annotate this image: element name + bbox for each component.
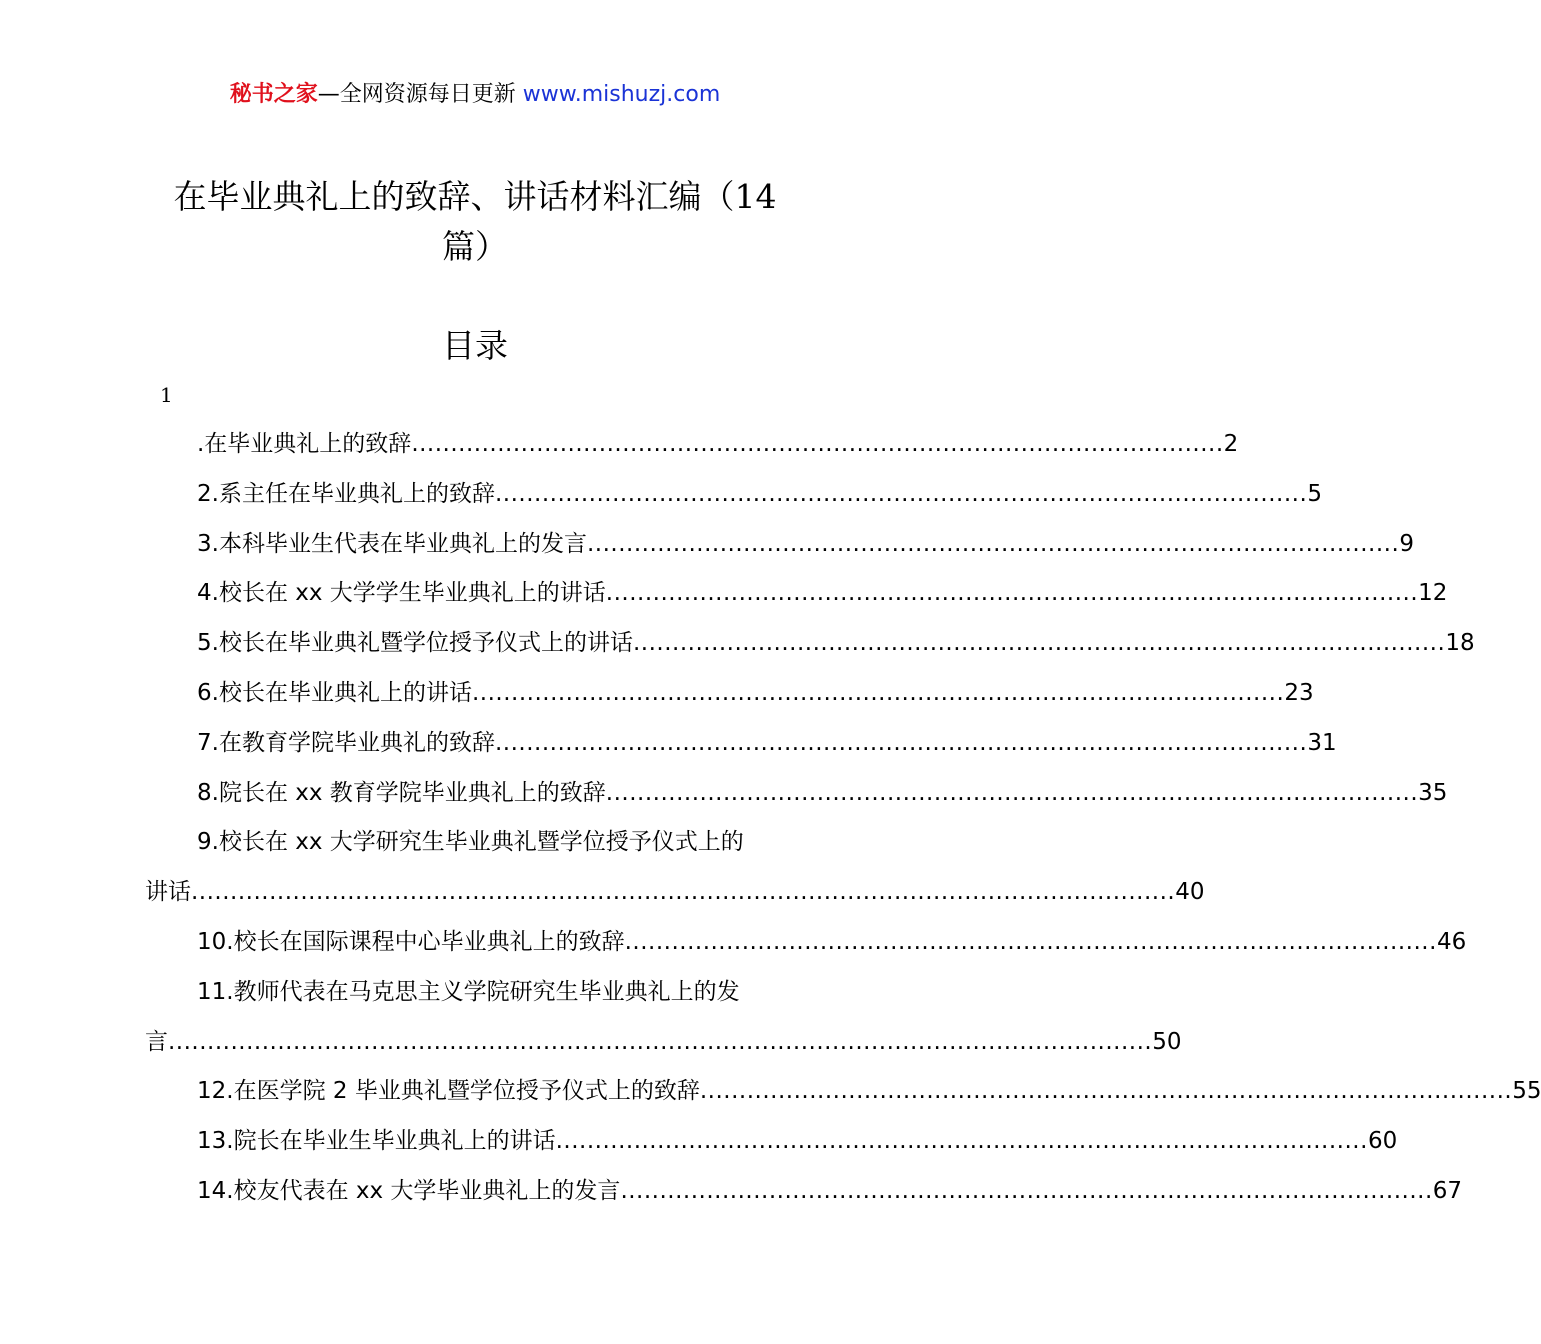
toc-entry-11-line2[interactable] [145, 1018, 1182, 1068]
toc-entry-label-cont: 讲话 [145, 879, 191, 906]
toc-entry-label: 8.院长在 xx 教育学院毕业典礼上的致辞 [197, 779, 606, 806]
toc-entry-13[interactable] [145, 1117, 1398, 1167]
brand-name: 秘书之家 [229, 82, 318, 107]
toc-entry-page: 60 [1367, 1128, 1398, 1155]
toc-entry-label: 3.本科毕业生代表在毕业典礼上的发言 [197, 530, 587, 557]
toc-entry-5[interactable] [145, 619, 1475, 669]
toc-entry-label: 11.教师代表在马克思主义学院研究生毕业典礼上的发 [197, 978, 740, 1005]
dot-leader: ........................................................................................................ [699, 1078, 1513, 1105]
toc-entry-7[interactable] [145, 719, 1337, 769]
toc-entry-8[interactable] [145, 769, 1448, 819]
toc-entry-page: 12 [1418, 580, 1448, 607]
title-line2: 篇） [442, 227, 508, 266]
toc-entry-1[interactable] [145, 420, 1239, 470]
table-of-contents [145, 420, 1541, 1217]
title-line1: 在毕业典礼上的致辞、讲话材料汇编（ [173, 177, 735, 216]
toc-entry-label-cont: 言 [145, 1028, 168, 1055]
toc-entry-page: 5 [1307, 480, 1322, 507]
toc-entry-page: 55 [1512, 1078, 1541, 1105]
dot-leader: ........................................................................................................ [471, 679, 1285, 706]
toc-entry-9-line2[interactable] [145, 868, 1205, 918]
site-link[interactable]: www.mishuzj.com [522, 82, 721, 107]
toc-entry-3[interactable] [145, 520, 1414, 570]
dot-leader: ........................................................................................................ [494, 729, 1308, 756]
toc-entry-label: 9.校长在 xx 大学研究生毕业典礼暨学位授予仪式上的 [197, 829, 744, 856]
page-marker: 1 [160, 383, 173, 407]
toc-entry-label: 4.校长在 xx 大学学生毕业典礼上的讲话 [197, 580, 606, 607]
dot-leader: ........................................................................................................ [605, 580, 1419, 607]
toc-entry-6[interactable] [145, 669, 1314, 719]
toc-entry-label: 2.系主任在毕业典礼上的致辞 [197, 480, 495, 507]
toc-entry-page: 9 [1399, 530, 1414, 557]
toc-entry-label: 5.校长在毕业典礼暨学位授予仪式上的讲话 [197, 630, 633, 657]
dot-leader: ........................................................................................................ [632, 630, 1446, 657]
toc-entry-14[interactable] [145, 1167, 1463, 1217]
dot-leader: .............................................................................................................................. [191, 879, 1176, 906]
toc-entry-page: 35 [1418, 779, 1448, 806]
toc-entry-page: 2 [1223, 431, 1239, 457]
toc-entry-10[interactable] [145, 918, 1467, 968]
toc-entry-12[interactable] [145, 1067, 1541, 1117]
toc-entry-11-line1[interactable] [145, 968, 805, 1018]
dot-leader: ........................................................................................................ [494, 480, 1308, 507]
toc-entry-9-line1[interactable] [145, 818, 805, 868]
toc-entry-label: 7.在教育学院毕业典礼的致辞 [197, 729, 495, 756]
document-title [140, 172, 810, 272]
header-tagline: —全网资源每日更新 [317, 82, 523, 107]
dot-leader: ........................................................................................................ [555, 1128, 1368, 1155]
toc-entry-label: 13.院长在毕业生毕业典礼上的讲话 [197, 1128, 556, 1155]
toc-entry-4[interactable] [145, 569, 1448, 619]
toc-entry-label: 14.校友代表在 xx 大学毕业典礼上的发言 [197, 1177, 621, 1204]
toc-entry-page: 31 [1307, 729, 1337, 756]
toc-entry-page: 46 [1436, 928, 1467, 955]
site-header [0, 78, 950, 112]
toc-entry-label: .在毕业典礼上的致辞 [197, 431, 412, 457]
dot-leader: .............................................................................................................................. [168, 1028, 1153, 1055]
toc-entry-page: 18 [1445, 630, 1475, 657]
toc-entry-label: 12.在医学院 2 毕业典礼暨学位授予仪式上的致辞 [197, 1078, 700, 1105]
toc-entry-page: 40 [1175, 879, 1205, 906]
toc-entry-page: 67 [1432, 1177, 1463, 1204]
dot-leader: ........................................................................................................ [605, 779, 1419, 806]
toc-entry-2[interactable] [145, 470, 1322, 520]
toc-entry-page: 23 [1284, 679, 1314, 706]
toc-entry-label: 6.校长在毕业典礼上的讲话 [197, 679, 472, 706]
title-count: 14 [734, 177, 777, 216]
toc-entry-label: 10.校长在国际课程中心毕业典礼上的致辞 [197, 928, 625, 955]
dot-leader: ........................................................................................................ [624, 928, 1437, 955]
dot-leader: ........................................................................................................ [411, 431, 1224, 457]
dot-leader: ........................................................................................................ [586, 530, 1400, 557]
toc-heading: 目录 [442, 326, 508, 365]
toc-entry-page: 50 [1152, 1028, 1182, 1055]
dot-leader: ........................................................................................................ [620, 1177, 1433, 1204]
